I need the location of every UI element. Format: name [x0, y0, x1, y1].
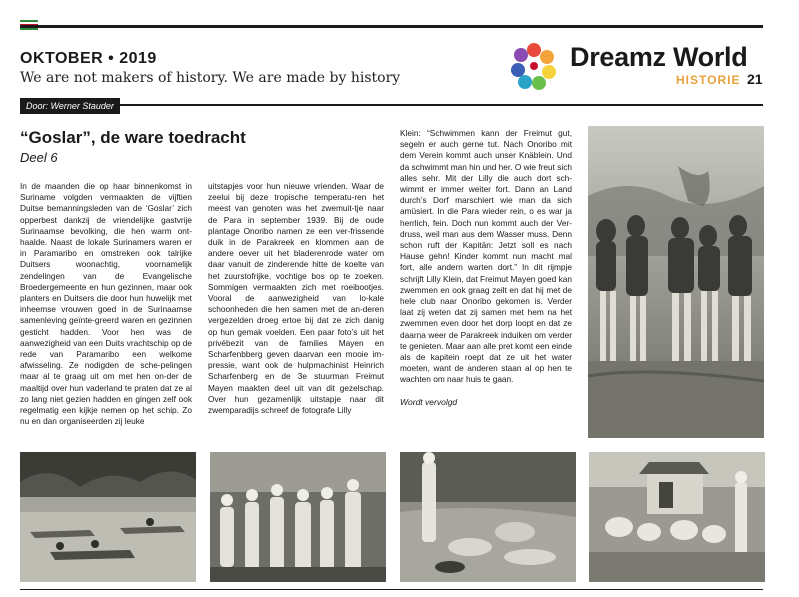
picnic-shelter-photo — [589, 452, 765, 582]
brand-name: Dreamz World — [570, 42, 748, 72]
article-title: “Goslar”, de ware toedracht — [20, 128, 246, 147]
issue-date: OKTOBER • 2019 — [20, 50, 157, 67]
article-column-1: In de maanden die op haar binnenkomst in Suriname volgden vermaakten de vijftien Duitse bemanningsleden van de ‘Goslar’ zich opperbest dankzij de vriendelijke gastvrije Surinaamse bevolking, die hen warm ont-haalde. Naast de lokale Surinamers waren er in Paramaribo en omstreken ook talrijke Duitsers woonachtig, voornamelijk zendelingen van de Evangelische Broedergemeente en hun gezinnen, maar ook planters en Duitsers die door hun huwelijk met inheemse vrouwen goed in de Surinaamse samenleving geïnte-greerd waren en gezinnen gesticht hadden. Voor hen was de aanwezigheid van een Duits vrachtschip op de rede van Paramaribo een welkome afwisseling. Ze nodigden de sche-pelingen maar al te graag uit om met hen on-der de maaltijd over hun vaderland te praten dat ze al zo lang niet gezien hadden en gingen zelf ook regelmatig een kijkje nemen op het schip. Zo nu en dan organiseerden zij leuke — [20, 181, 192, 427]
article-column-2: uitstapjes voor hun nieuwe vrienden. Waar de zeelui bij deze tropische temperatu-ren het meest van genoten was het zwemuit-tje naar de Para in september 1939. Bij de oude plantage Onoribo namen ze een ver-frissende duik in de Parakreek en klommen aan de andere oever uit het bladerenrode water om daar vanuit de zinderende hitte de koelte van het zuurstofrijke, vochtige bos op te zoeken. Sommigen vermaakten zich met roeibootjes. Vooral de aanwezigheid van lo-kale schoonheden die hen samen met de an-deren vergezelden droeg ertoe bij dat ze zich danig op hun gemak voelden. Een paar foto’s uit het privébezit van de families Mayen en Scharfenbberg geven daarvan een mooie im-pressie, want ook de hulpmachinist Heinrich Scharfenberg en de 3e stuurman Freimut Mayen maakten deel uit van dit gezelschap. Over hun gezamenlijk uitstapje naar dit zwemparadijs schreef de fotografe Lilly — [208, 181, 384, 416]
bottom-rule — [20, 589, 763, 590]
sailors-group-photo — [210, 452, 386, 582]
section-label: HISTORIE — [676, 73, 741, 87]
dreamz-logo-icon — [510, 42, 558, 90]
article-subtitle: Deel 6 — [20, 150, 58, 165]
byline: Door: Werner Stauder — [20, 98, 120, 114]
tagline: We are not makers of history. We are made by history — [20, 70, 401, 86]
page-number: 21 — [747, 71, 763, 87]
rowboats-photo — [20, 452, 196, 582]
swimmers-group-photo — [588, 126, 764, 438]
resting-on-grass-photo — [400, 452, 576, 582]
byline-rule — [120, 104, 763, 106]
article-column-3: Klein: “Schwimmen kann der Freimut gut, segeln er auch gerne tut. Nach Onoribo mit dem Verein kommt auch unser Knäblein. Und da schwimmt man hin und her. O wie freut sich alles sehr. Mit der Lilly die auch dort sch-wimmt er immer weiter fort. Dann an Land durch’s Dorf marschiert wie man da sich amüsiert. In die Para wieder rein, o es war ja herrlich, fein. Doch nun kommt auch der Ver-druss, weil man aus dem Wasser muss. Denn schon ruft der Kapitän: Jetzt soll es nach Hause gehn! Kinder kommt nun macht mal fort, alle andern warten dort.” In dit rijmpje schrijft Lilly Klein, dat Freimut Mayen goed kan zwemmen en ook graag zeilt en dat hij met de hele club naar Onoribo gekomen is. Verder laat zij weten dat zij samen met hem na het zwemmen even door het dorp loopt en dat ze daarna weer de Parakreek induiken om verder te genieten. Maar aan alle pret komt een einde als de kapitein roept dat ze uit het water moeten, want de anderen staan al op hen te wachten om naar huis te gaan. — [400, 128, 573, 385]
continued-note: Wordt vervolgd — [400, 397, 458, 407]
top-rule — [20, 25, 763, 28]
